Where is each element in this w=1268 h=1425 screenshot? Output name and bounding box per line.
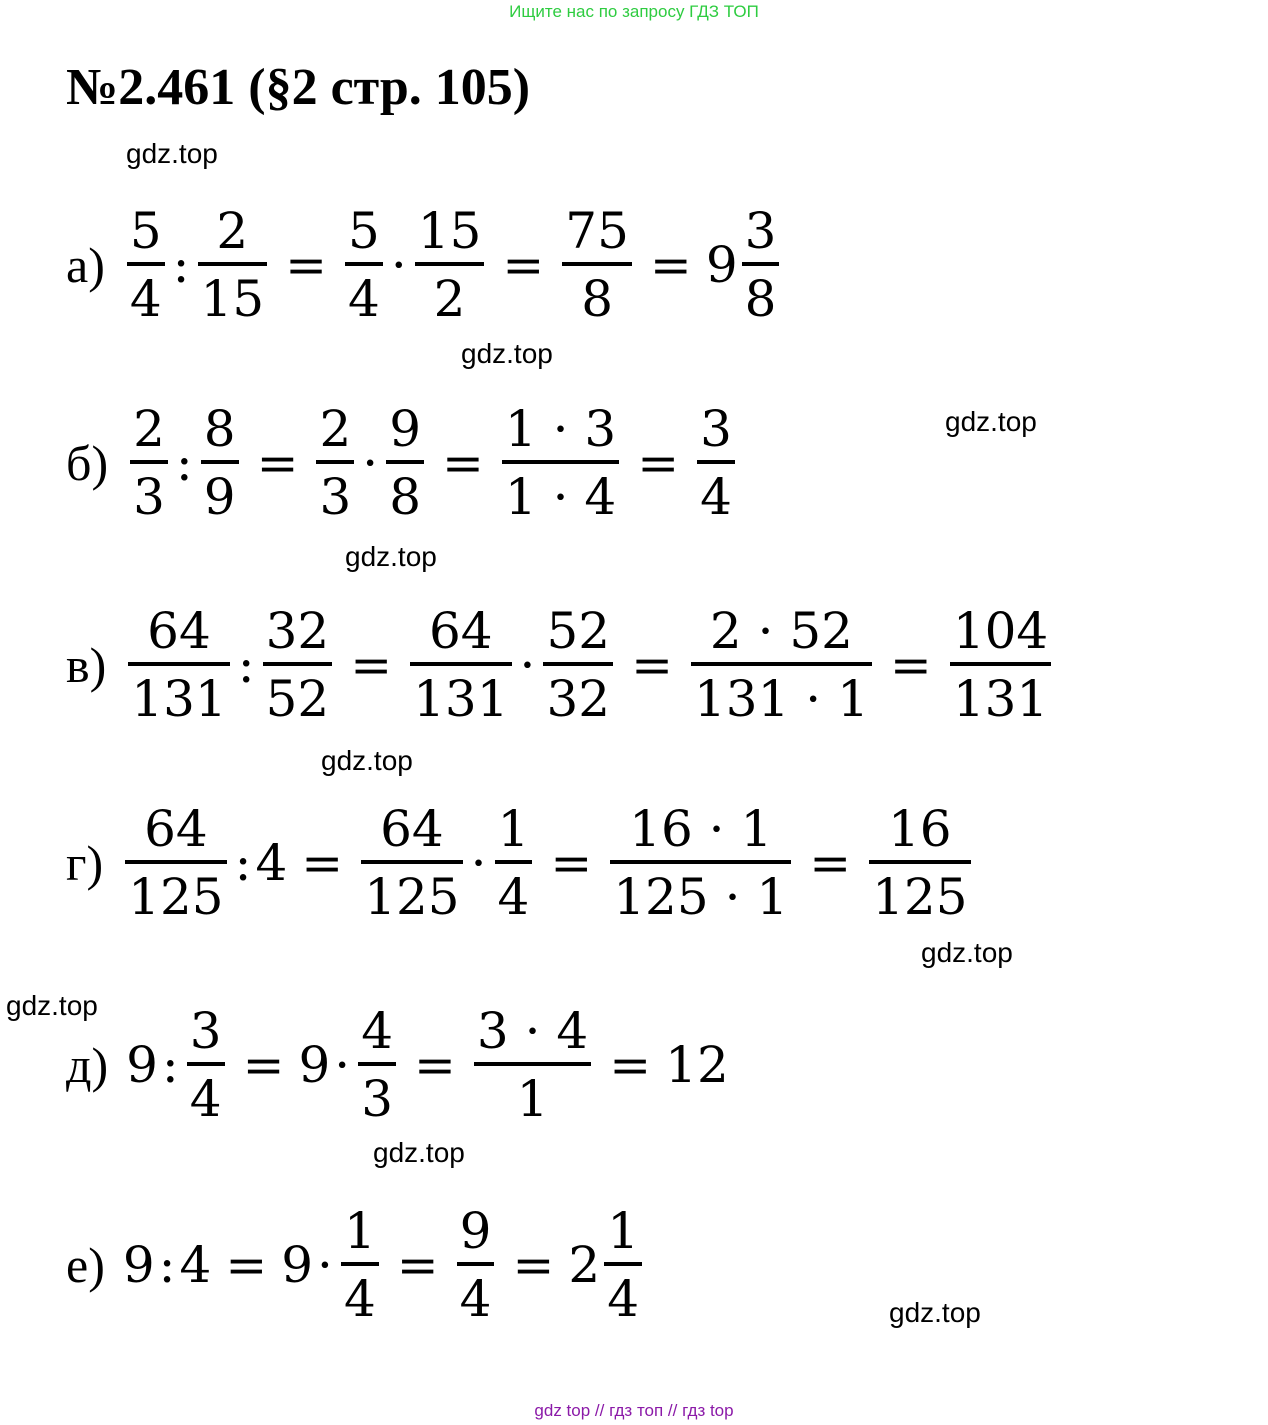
watermark: gdz.top [321,745,413,776]
denominator: 1 · 4 [504,468,617,526]
divide-sign: : [237,636,255,694]
equals-sign: = [442,434,484,492]
denominator: 8 [389,468,422,526]
denominator: 9 [203,468,236,526]
fraction [562,202,632,328]
problem-label: а) [66,237,105,293]
divide-sign: : [172,236,190,294]
integer: 4 [179,1236,212,1294]
fraction [345,202,383,328]
fraction [950,602,1051,728]
numerator: 2 [319,400,352,458]
denominator: 4 [607,1270,640,1328]
denominator: 131 [131,670,227,728]
numerator: 15 [417,202,482,260]
fraction [410,602,511,728]
equals-sign: = [637,434,680,492]
problem-label: в) [66,637,107,693]
equals-sign: = [414,1036,456,1094]
numerator: 2 [133,400,165,458]
fraction [697,400,735,526]
equals-sign: = [242,1036,285,1094]
fraction [610,800,791,926]
fraction [201,400,239,526]
fraction [869,800,970,926]
problem-label: е) [66,1237,105,1293]
numerator: 52 [546,602,611,660]
equals-sign: = [256,434,299,492]
fraction [358,1002,396,1128]
numerator: 3 [744,202,777,260]
integer: 4 [255,834,288,892]
problem-a [66,190,783,340]
denominator: 125 [872,868,968,926]
search-hint-link[interactable]: Ищите нас по запросу ГДЗ ТОП [509,2,759,21]
equals-sign: = [649,236,692,294]
multiply-sign: · [362,434,379,492]
numerator: 1 [607,1202,640,1260]
denominator: 125 [364,868,460,926]
fraction [457,1202,495,1328]
equals-sign: = [285,236,328,294]
watermark: gdz.top [345,541,437,572]
denominator: 4 [497,868,530,926]
integer: 9 [122,1236,155,1294]
equals-sign: = [301,834,344,892]
equals-sign: = [809,834,852,892]
numerator: 9 [389,400,422,458]
fraction [125,800,226,926]
numerator: 64 [380,800,444,858]
denominator: 125 · 1 [613,868,789,926]
fraction [341,1202,379,1328]
numerator: 104 [952,602,1049,660]
denominator: 4 [129,270,162,328]
numerator: 64 [144,800,208,858]
watermark: gdz.top [945,406,1037,437]
watermark: gdz.top [921,937,1013,968]
fraction [474,1002,591,1128]
numerator: 5 [348,202,380,260]
fraction [495,800,533,926]
numerator: 64 [429,602,493,660]
multiply-sign: · [334,1036,351,1094]
watermark: gdz.top [461,338,553,369]
numerator: 8 [203,400,236,458]
numerator: 32 [265,602,330,660]
problem-v [66,590,1055,740]
footer-links[interactable]: gdz top // гдз топ // гдз top [534,1401,734,1420]
fraction [316,400,354,526]
multiply-sign: · [317,1236,333,1294]
page-title: №2.461 (§2 стр. 105) [66,59,531,116]
problem-label: д) [66,1037,109,1093]
denominator: 8 [744,270,777,328]
equals-sign: = [609,1036,652,1094]
fraction [691,602,872,728]
problem-g [66,788,975,938]
fraction [127,202,165,328]
fraction [361,800,462,926]
multiply-sign: · [519,636,536,694]
numerator: 5 [129,202,162,260]
watermark: gdz.top [373,1137,465,1168]
integer: 9 [298,1036,331,1094]
equals-sign: = [512,1236,555,1294]
denominator: 8 [581,270,614,328]
fraction [130,400,168,526]
numerator: 3 · 4 [476,1002,589,1060]
denominator: 4 [348,270,380,328]
problem-e [66,1190,646,1340]
equals-sign: = [889,636,932,694]
numerator: 1 · 3 [504,400,617,458]
fraction [604,1202,642,1328]
divide-sign: : [158,1236,176,1294]
equals-sign: = [396,1236,439,1294]
whole-part: 2 [568,1236,601,1294]
multiply-sign: · [390,236,407,294]
numerator: 4 [361,1002,394,1060]
equals-sign: = [350,636,393,694]
denominator: 4 [189,1070,222,1128]
fraction [386,400,424,526]
denominator: 4 [343,1270,376,1328]
fraction [543,602,613,728]
numerator: 2 · 52 [709,602,853,660]
fraction [263,602,333,728]
numerator: 16 · 1 [629,800,773,858]
denominator: 32 [546,670,611,728]
watermark: gdz.top [126,138,218,169]
numerator: 64 [147,602,211,660]
fraction [742,202,780,328]
denominator: 3 [319,468,352,526]
numerator: 3 [700,400,732,458]
denominator: 131 [952,670,1049,728]
equals-sign: = [502,236,545,294]
equals-sign: = [550,834,593,892]
fraction [198,202,268,328]
numerator: 9 [459,1202,492,1260]
numerator: 1 [497,800,530,858]
denominator: 4 [700,468,732,526]
denominator: 131 [413,670,509,728]
numerator: 75 [565,202,629,260]
fraction [128,602,229,728]
denominator: 3 [133,468,165,526]
equals-sign: = [225,1236,268,1294]
multiply-sign: · [470,834,487,892]
denominator: 3 [361,1070,394,1128]
problem-b [66,388,739,538]
numerator: 1 [343,1202,376,1260]
equals-sign: = [631,636,673,694]
denominator: 52 [265,670,330,728]
problem-label: б) [66,435,109,491]
numerator: 2 [216,202,249,260]
result: 12 [665,1036,729,1094]
numerator: 3 [189,1002,222,1060]
divide-sign: : [234,834,252,892]
denominator: 1 [516,1070,549,1128]
numerator: 16 [888,800,952,858]
fraction [187,1002,225,1128]
denominator: 4 [459,1270,492,1328]
denominator: 15 [200,270,265,328]
watermark: gdz.top [889,1297,981,1328]
problem-label: г) [66,835,104,891]
fraction [415,202,485,328]
fraction [502,400,619,526]
denominator: 131 · 1 [693,670,869,728]
watermark: gdz.top [6,990,98,1021]
denominator: 125 [128,868,224,926]
divide-sign: : [161,1036,179,1094]
integer: 9 [126,1036,158,1094]
integer: 9 [281,1236,314,1294]
problem-d [66,990,729,1140]
whole-part: 9 [705,236,738,294]
divide-sign: : [175,434,193,492]
denominator: 2 [433,270,466,328]
